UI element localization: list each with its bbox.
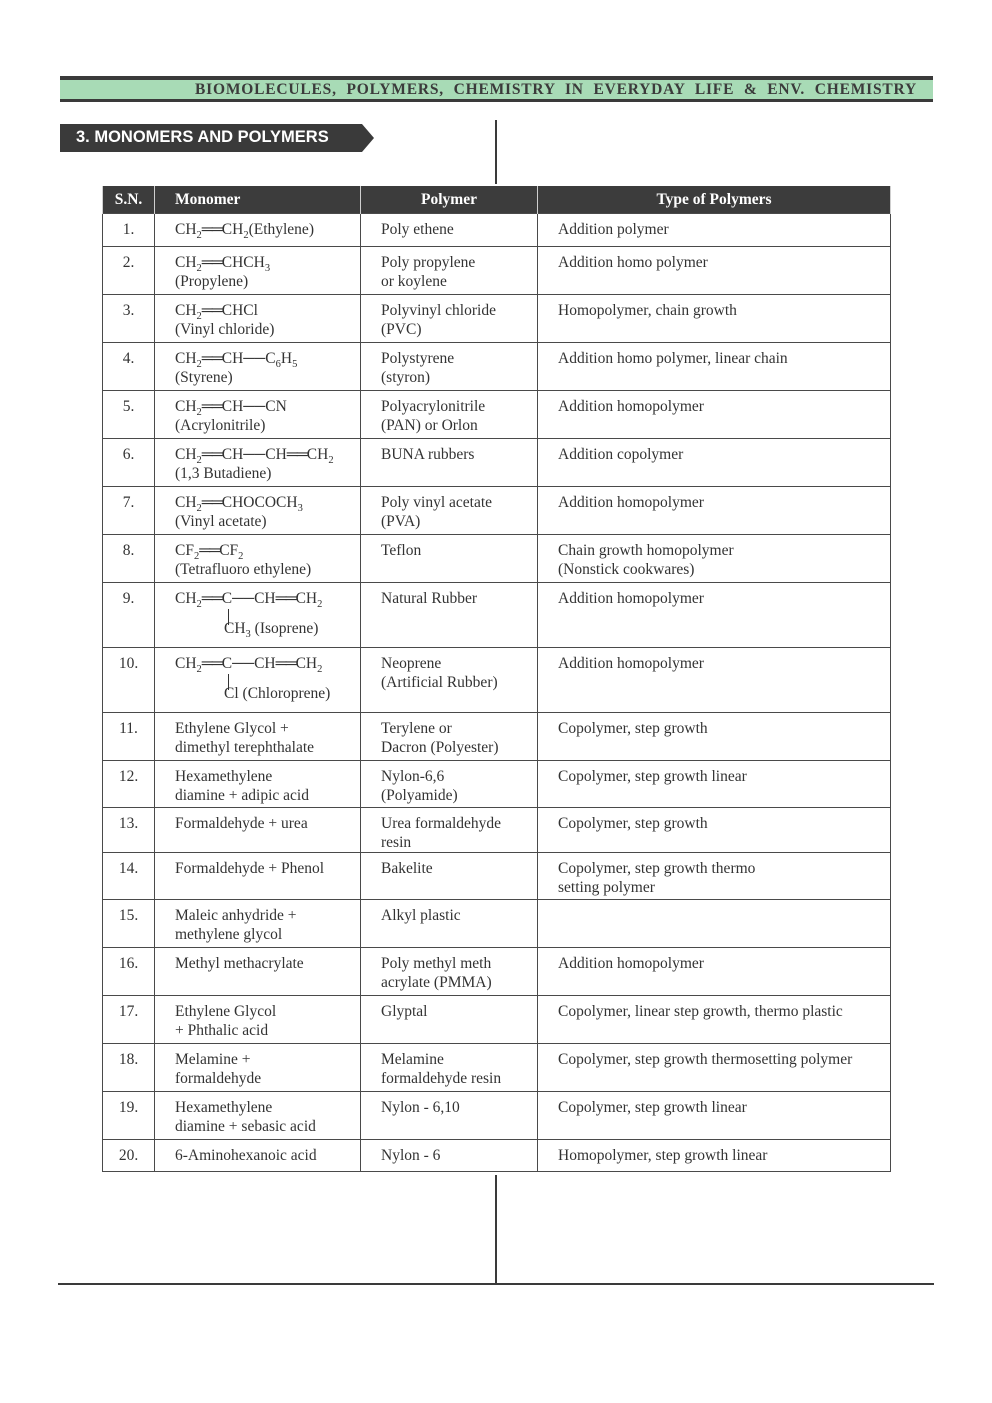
monomer-line: Ethylene Glycol	[175, 1003, 277, 1020]
type-cell	[538, 1092, 891, 1140]
type-line: Addition homopolymer	[558, 955, 704, 972]
row-sn: 11.	[103, 713, 155, 761]
polymer-line: Teflon	[381, 542, 422, 559]
polymer-cell	[361, 583, 538, 648]
monomer-cell	[155, 487, 361, 535]
footer-rule	[58, 1283, 934, 1285]
polymer-cell	[361, 247, 538, 295]
table-row	[103, 853, 891, 900]
type-cell	[538, 343, 891, 391]
monomer-cell	[155, 900, 361, 948]
type-line: Copolymer, step growth linear	[558, 768, 747, 785]
monomer-cell	[155, 583, 361, 648]
monomer-cell	[155, 1092, 361, 1140]
monomer-line: Formaldehyde + Phenol	[175, 860, 325, 877]
polymer-line: Glyptal	[381, 1003, 428, 1020]
polymer-line: Melamine	[381, 1051, 444, 1068]
type-cell	[538, 535, 891, 583]
table-row	[103, 1140, 891, 1172]
polymer-line: (Artificial Rubber)	[381, 674, 498, 691]
polymer-cell	[361, 343, 538, 391]
polymer-line: Urea formaldehyde	[381, 815, 502, 832]
polymer-line: Poly ethene	[381, 221, 454, 238]
monomer-line: Hexamethylene	[175, 1099, 273, 1116]
table-row	[103, 948, 891, 996]
monomer-cell	[155, 247, 361, 295]
monomer-cell	[155, 343, 361, 391]
monomer-line: + Phthalic acid	[175, 1022, 269, 1039]
polymer-cell	[361, 948, 538, 996]
header-sn: S.N.	[103, 186, 155, 214]
row-sn: 1.	[103, 214, 155, 247]
section-title-text: 3. MONOMERS AND POLYMERS	[76, 128, 329, 146]
polymer-cell	[361, 648, 538, 713]
row-sn: 20.	[103, 1140, 155, 1172]
table-row	[103, 487, 891, 535]
monomer-line: diamine + sebasic acid	[175, 1118, 316, 1135]
row-sn: 18.	[103, 1044, 155, 1092]
monomer-line: diamine + adipic acid	[175, 787, 309, 804]
type-cell	[538, 808, 891, 853]
polymer-line: Poly methyl meth	[381, 955, 492, 972]
polymer-line: Nylon-6,6	[381, 768, 445, 785]
polymer-line: (PVC)	[381, 321, 422, 338]
monomer-formula: $CH_2══CH──CN$	[175, 398, 287, 418]
header-band	[60, 76, 933, 102]
row-sn: 12.	[103, 761, 155, 808]
monomer-formula: $CH_2══C──CH══CH_2$ $CH_3$ (Isoprene)	[175, 590, 323, 640]
row-sn: 7.	[103, 487, 155, 535]
table-row	[103, 583, 891, 648]
type-line: Copolymer, step growth thermosetting polymer	[558, 1051, 853, 1068]
type-line: Addition copolymer	[558, 446, 684, 463]
monomer-line: methylene glycol	[175, 926, 283, 943]
type-line: Copolymer, step growth linear	[558, 1099, 747, 1116]
monomer-formula: $CH_2══C──CH══CH_2$ Cl (Chloroprene)	[175, 655, 331, 702]
type-cell	[538, 391, 891, 439]
monomer-name: (Styrene)	[175, 369, 233, 386]
row-sn: 3.	[103, 295, 155, 343]
polymer-line: (styron)	[381, 369, 431, 386]
type-line: Homopolymer, chain growth	[558, 302, 737, 319]
polymer-line: Poly vinyl acetate	[381, 494, 493, 511]
row-sn: 10.	[103, 648, 155, 713]
polymer-line: Natural Rubber	[381, 590, 477, 607]
monomer-line: Methyl methacrylate	[175, 955, 304, 972]
polymer-line: Nylon - 6	[381, 1147, 441, 1164]
type-cell	[538, 439, 891, 487]
monomer-cell	[155, 535, 361, 583]
polymer-cell	[361, 439, 538, 487]
header-polymer: Polymer	[361, 186, 538, 214]
polymer-cell	[361, 535, 538, 583]
table-row	[103, 343, 891, 391]
polymer-cell	[361, 996, 538, 1044]
monomer-name: (Ethylene)	[248, 221, 314, 238]
monomer-cell	[155, 761, 361, 808]
type-cell	[538, 853, 891, 900]
monomer-cell	[155, 808, 361, 853]
header-type: Type of Polymers	[538, 186, 891, 214]
polymer-line: Polystyrene	[381, 350, 455, 367]
polymer-line: (PVA)	[381, 513, 421, 530]
monomer-name: (Isoprene)	[254, 620, 319, 637]
table-row	[103, 996, 891, 1044]
polymer-cell	[361, 214, 538, 247]
table-row	[103, 295, 891, 343]
monomer-name: (Propylene)	[175, 273, 249, 290]
row-sn: 13.	[103, 808, 155, 853]
type-cell	[538, 1044, 891, 1092]
table-row	[103, 1092, 891, 1140]
monomer-cell	[155, 295, 361, 343]
row-sn: 16.	[103, 948, 155, 996]
row-sn: 6.	[103, 439, 155, 487]
row-sn: 8.	[103, 535, 155, 583]
type-line: Copolymer, step growth	[558, 720, 708, 737]
polymer-cell	[361, 761, 538, 808]
table-row	[103, 761, 891, 808]
table-row	[103, 808, 891, 853]
type-line: Addition homopolymer	[558, 398, 704, 415]
table-row	[103, 900, 891, 948]
type-line: Addition homopolymer	[558, 590, 704, 607]
type-cell	[538, 295, 891, 343]
monomer-cell	[155, 853, 361, 900]
monomer-line: Formaldehyde + urea	[175, 815, 308, 832]
monomer-line: Hexamethylene	[175, 768, 273, 785]
monomer-formula: $CH_2══CH──CH══CH_2$	[175, 446, 334, 466]
monomer-cell	[155, 713, 361, 761]
monomer-cell	[155, 948, 361, 996]
polymer-line: Alkyl plastic	[381, 907, 461, 924]
type-line: Copolymer, linear step growth, thermo plastic	[558, 1003, 843, 1020]
monomer-formula: $CH_2══CHOCOCH_3$	[175, 494, 303, 514]
polymer-line: (PAN) or Orlon	[381, 417, 478, 434]
table-row	[103, 1044, 891, 1092]
monomer-formula: $CH_2══CHCl$	[175, 302, 258, 322]
type-line: Addition homopolymer	[558, 494, 704, 511]
polymer-cell	[361, 487, 538, 535]
type-cell	[538, 761, 891, 808]
table-header-row	[103, 186, 891, 214]
polymer-line: resin	[381, 834, 412, 851]
row-sn: 15.	[103, 900, 155, 948]
polymer-line: Terylene or	[381, 720, 452, 737]
table-row	[103, 439, 891, 487]
polymer-line: acrylate (PMMA)	[381, 974, 492, 991]
polymer-line: Polyvinyl chloride	[381, 302, 496, 319]
polymer-line: (Polyamide)	[381, 787, 458, 804]
monomer-line: 6-Aminohexanoic acid	[175, 1147, 317, 1164]
type-line: (Nonstick cookwares)	[558, 561, 695, 578]
table-row	[103, 247, 891, 295]
type-cell	[538, 713, 891, 761]
polymer-cell	[361, 1044, 538, 1092]
polymer-line: BUNA rubbers	[381, 446, 475, 463]
table-row	[103, 214, 891, 247]
type-cell	[538, 900, 891, 948]
header-monomer: Monomer	[155, 186, 361, 214]
polymer-cell	[361, 1140, 538, 1172]
table-row	[103, 648, 891, 713]
monomer-name: (Tetrafluoro ethylene)	[175, 561, 312, 578]
monomer-name: (1,3 Butadiene)	[175, 465, 272, 482]
type-line: Addition homo polymer	[558, 254, 708, 271]
row-sn: 17.	[103, 996, 155, 1044]
row-sn: 19.	[103, 1092, 155, 1140]
type-cell	[538, 214, 891, 247]
monomer-formula: $CF_2══CF_2$	[175, 542, 244, 562]
polymer-line: Dacron (Polyester)	[381, 739, 499, 756]
monomer-cell	[155, 214, 361, 247]
polymer-line: Bakelite	[381, 860, 433, 877]
type-cell	[538, 1140, 891, 1172]
monomer-formula: $CH_2══CH_2$	[175, 221, 249, 241]
type-line: Copolymer, step growth	[558, 815, 708, 832]
monomer-line: dimethyl terephthalate	[175, 739, 315, 756]
type-line: Chain growth homopolymer	[558, 542, 734, 559]
type-line: Addition homopolymer	[558, 655, 704, 672]
type-cell	[538, 487, 891, 535]
type-cell	[538, 996, 891, 1044]
polymer-cell	[361, 853, 538, 900]
monomer-formula: $CH_2══CHCH_3$	[175, 254, 271, 274]
page-header-title: BIOMOLECULES, POLYMERS, CHEMISTRY IN EVERYDAY LIFE & ENV. CHEMISTRY	[195, 81, 917, 98]
monomer-cell	[155, 1140, 361, 1172]
type-line: Addition homo polymer, linear chain	[558, 350, 788, 367]
polymer-line: formaldehyde resin	[381, 1070, 502, 1087]
monomer-cell	[155, 648, 361, 713]
row-sn: 2.	[103, 247, 155, 295]
polymer-line: Polyacrylonitrile	[381, 398, 486, 415]
monomer-cell	[155, 439, 361, 487]
monomer-line: Melamine +	[175, 1051, 251, 1068]
polymer-line: Poly propylene	[381, 254, 476, 271]
type-line: Copolymer, step growth thermo	[558, 860, 756, 877]
table-row	[103, 391, 891, 439]
column-divider-bottom	[495, 1175, 497, 1285]
table-row	[103, 713, 891, 761]
polymer-cell	[361, 391, 538, 439]
monomer-line: Ethylene Glycol +	[175, 720, 289, 737]
polymer-cell	[361, 295, 538, 343]
monomer-line: Maleic anhydride +	[175, 907, 297, 924]
type-cell	[538, 648, 891, 713]
polymer-line: Neoprene	[381, 655, 442, 672]
type-cell	[538, 583, 891, 648]
monomer-name: (Vinyl chloride)	[175, 321, 275, 338]
monomer-name: (Chloroprene)	[242, 685, 331, 702]
monomer-polymer-table	[102, 186, 891, 1172]
row-sn: 5.	[103, 391, 155, 439]
monomer-cell	[155, 1044, 361, 1092]
polymer-cell	[361, 808, 538, 853]
row-sn: 9.	[103, 583, 155, 648]
section-title	[60, 124, 374, 152]
monomer-formula: $CH_2══CH──C_6H_5$	[175, 350, 298, 370]
polymer-cell	[361, 900, 538, 948]
polymer-line: Nylon - 6,10	[381, 1099, 460, 1116]
monomer-line: formaldehyde	[175, 1070, 262, 1087]
monomer-cell	[155, 391, 361, 439]
type-cell	[538, 247, 891, 295]
polymer-cell	[361, 713, 538, 761]
monomer-cell	[155, 996, 361, 1044]
type-line: setting polymer	[558, 879, 655, 896]
polymer-line: or koylene	[381, 273, 447, 290]
polymer-cell	[361, 1092, 538, 1140]
column-divider-top	[495, 120, 497, 184]
row-sn: 14.	[103, 853, 155, 900]
monomer-name: (Acrylonitrile)	[175, 417, 266, 434]
row-sn: 4.	[103, 343, 155, 391]
type-cell	[538, 948, 891, 996]
type-line: Homopolymer, step growth linear	[558, 1147, 768, 1164]
table-row	[103, 535, 891, 583]
type-line: Addition polymer	[558, 221, 669, 238]
monomer-name: (Vinyl acetate)	[175, 513, 267, 530]
